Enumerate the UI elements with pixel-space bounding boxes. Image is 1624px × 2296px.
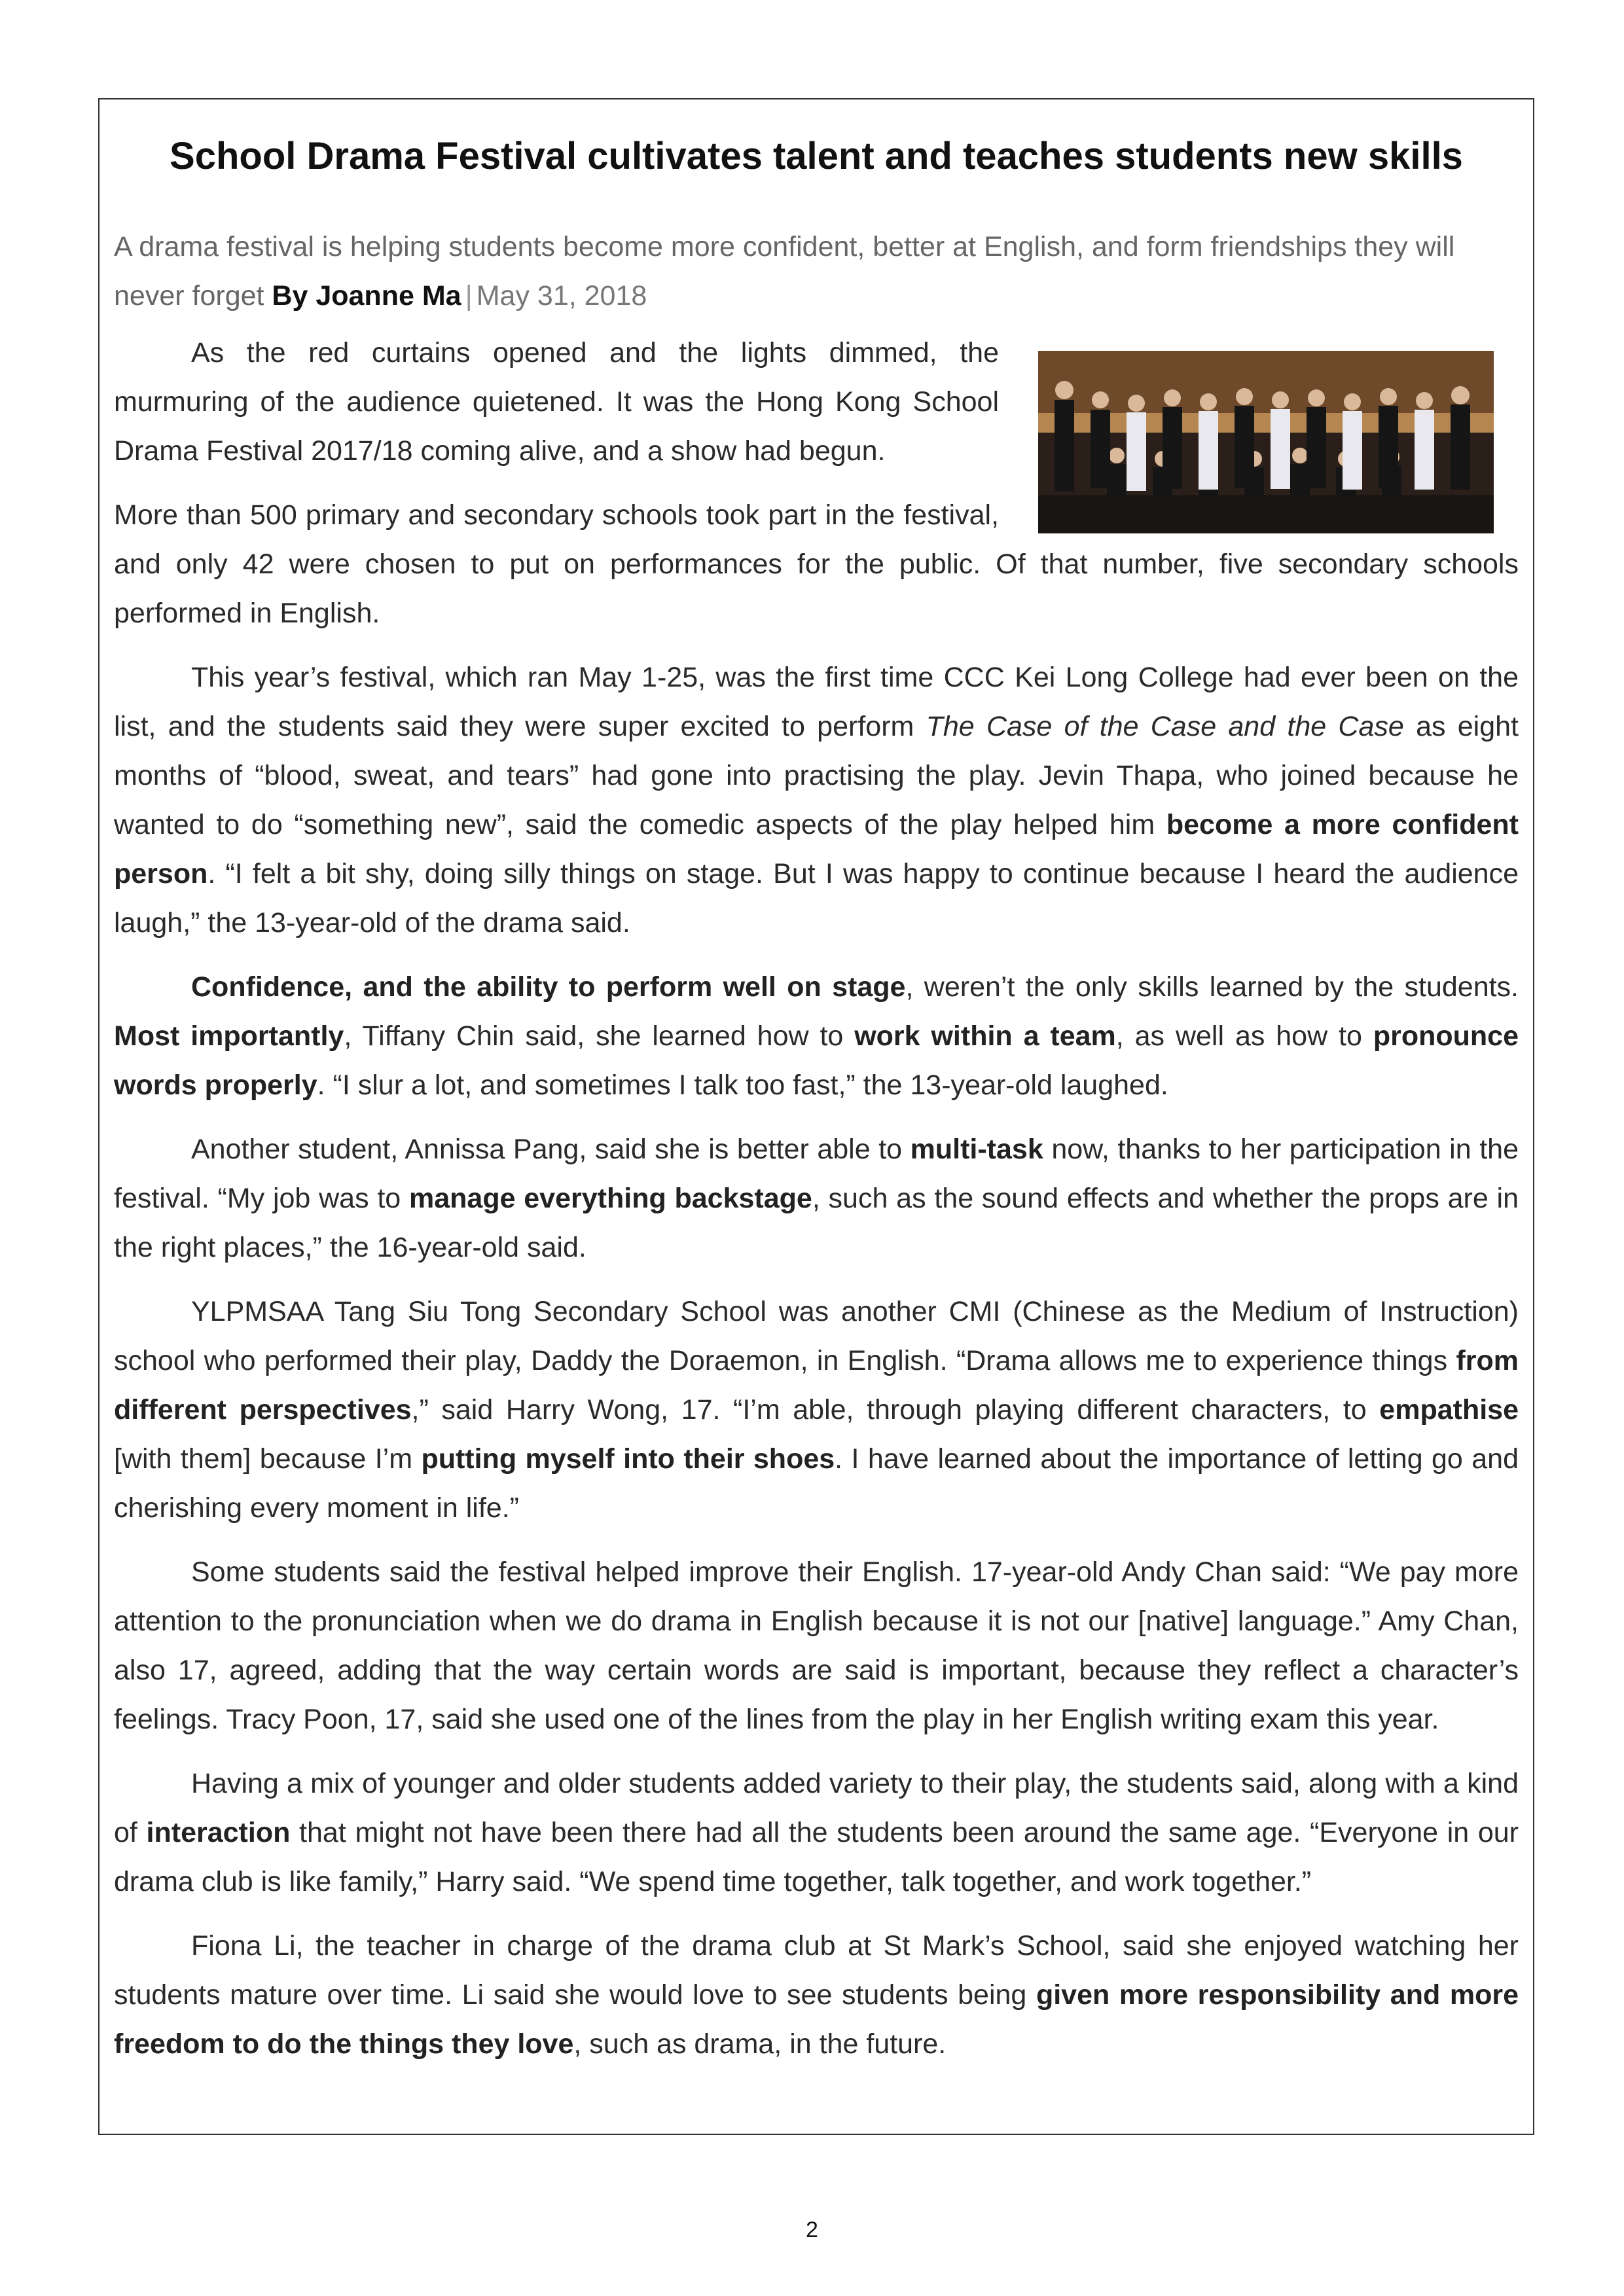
p9-highlight: given more responsibility and more freedom to do the things they love bbox=[114, 1979, 1519, 2060]
p4-text-c: , as well as how to bbox=[1115, 1020, 1373, 1052]
publish-date: May 31, 2018 bbox=[476, 280, 647, 312]
p3-text-c: . “I felt a bit shy, doing silly things on stage. But I was happy to continue because I heard the audience laugh,” the 13-year-old of the drama said. bbox=[114, 858, 1519, 939]
paragraph-9 bbox=[114, 1922, 1519, 2069]
p6-highlight-3: putting myself into their shoes bbox=[421, 1443, 835, 1475]
p6-text-c: [with them] because I’m bbox=[114, 1443, 422, 1475]
paragraph-6 bbox=[114, 1287, 1519, 1533]
p4-highlight-4: pronounce words properly bbox=[114, 1020, 1519, 1101]
group-photo bbox=[1038, 351, 1494, 533]
paragraph-3 bbox=[114, 653, 1519, 948]
p4-text-d: . “I slur a lot, and sometimes I talk too fast,” the 13-year-old laughed. bbox=[317, 1069, 1168, 1101]
paragraph-2: More than 500 primary and secondary schools took part in the festival, and only 42 were chosen to put on performances for the public. Of that number, five secondary schools performed in English. bbox=[114, 499, 1519, 629]
p4-text-a: , weren’t the only skills learned by the students. bbox=[905, 971, 1519, 1003]
p6-highlight-2: empathise bbox=[1379, 1394, 1519, 1426]
byline-separator: | bbox=[465, 280, 473, 312]
article-body bbox=[114, 223, 1519, 2084]
article-lead bbox=[114, 223, 1519, 321]
p5-text-c: , such as the sound effects and whether the props are in the right places,” the 16-year-old said. bbox=[114, 1183, 1519, 1263]
p8-text-b: that might not have been there had all the students been around the same age. “Everyone in our drama club is like family,” Harry said. “We spend time together, talk together, and work together.” bbox=[114, 1817, 1519, 1897]
p5-highlight-2: manage everything backstage bbox=[408, 1183, 812, 1214]
article-title: School Drama Festival cultivates talent and teaches students new skills bbox=[170, 135, 1463, 177]
p8-highlight: interaction bbox=[146, 1817, 291, 1848]
p5-text-a: Another student, Annissa Pang, said she is better able to bbox=[191, 1134, 911, 1165]
paragraph-4 bbox=[114, 963, 1519, 1110]
p3-highlight: become a more confident person bbox=[114, 809, 1519, 889]
paragraph-1: As the red curtains opened and the lights dimmed, the murmuring of the audience quietened. It was the Hong Kong School Drama Festival 2017/18 coming alive, and a show had begun. bbox=[114, 337, 999, 467]
p9-text-a: Fiona Li, the teacher in charge of the drama club at St Mark’s School, said she enjoyed watching her students mature over time. Li said she would love to see students being bbox=[114, 1930, 1519, 2011]
p5-highlight-1: multi-task bbox=[910, 1134, 1043, 1165]
p8-text-a: Having a mix of younger and older students added variety to their play, the students said, along with a kind of bbox=[114, 1768, 1519, 1848]
lead-text: A drama festival is helping students become more confident, better at English, and form friendships they will never forget bbox=[114, 231, 1455, 312]
p4-highlight-2: Most importantly bbox=[114, 1020, 344, 1052]
byline: By Joanne Ma bbox=[272, 280, 461, 312]
p6-text-d: . I have learned about the importance of letting go and cherishing every moment in life.” bbox=[114, 1443, 1519, 1524]
p5-text-b: now, thanks to her participation in the festival. “My job was to bbox=[114, 1134, 1519, 1214]
p6-highlight-1: from different perspectives bbox=[114, 1345, 1519, 1426]
paragraph-7: Some students said the festival helped improve their English. 17-year-old Andy Chan said: “We pay more attention to the pronunciation when we do drama in English because it is not our [native] language.” Amy Chan, also 17, agreed, adding that the way certain words are said is important, because they reflect a character’s feelings. Tracy Poon, 17, said she used one of the lines from the play in her English writing exam this year. bbox=[114, 1556, 1519, 1735]
p4-highlight-1: Confidence, and the ability to perform well on stage bbox=[191, 971, 906, 1003]
p6-text-b: ,” said Harry Wong, 17. “I’m able, through playing different characters, to bbox=[411, 1394, 1380, 1426]
p3-text-b: as eight months of “blood, sweat, and tears” had gone into practising the play. Jevin Thapa, who joined because he wanted to do “something new”, said the comedic aspects of the play helped him bbox=[114, 711, 1519, 840]
paragraph-8 bbox=[114, 1759, 1519, 1907]
p9-text-b: , such as drama, in the future. bbox=[573, 2028, 947, 2060]
p4-highlight-3: work within a team bbox=[854, 1020, 1116, 1052]
paragraph-5 bbox=[114, 1125, 1519, 1272]
p4-text-b: , Tiffany Chin said, she learned how to bbox=[344, 1020, 855, 1052]
page-number: 2 bbox=[806, 2217, 818, 2242]
play-title: The Case of the Case and the Case bbox=[926, 711, 1404, 742]
p3-text-a: This year’s festival, which ran May 1-25, was the first time CCC Kei Long College had ever been on the list, and the students said they were super excited to perform bbox=[114, 662, 1519, 742]
p6-text-a: YLPMSAA Tang Siu Tong Secondary School was another CMI (Chinese as the Medium of Instruction) school who performed their play, Daddy the Doraemon, in English. “Drama allows me to experience things bbox=[114, 1296, 1519, 1376]
group-photo-icon bbox=[1038, 351, 1494, 533]
